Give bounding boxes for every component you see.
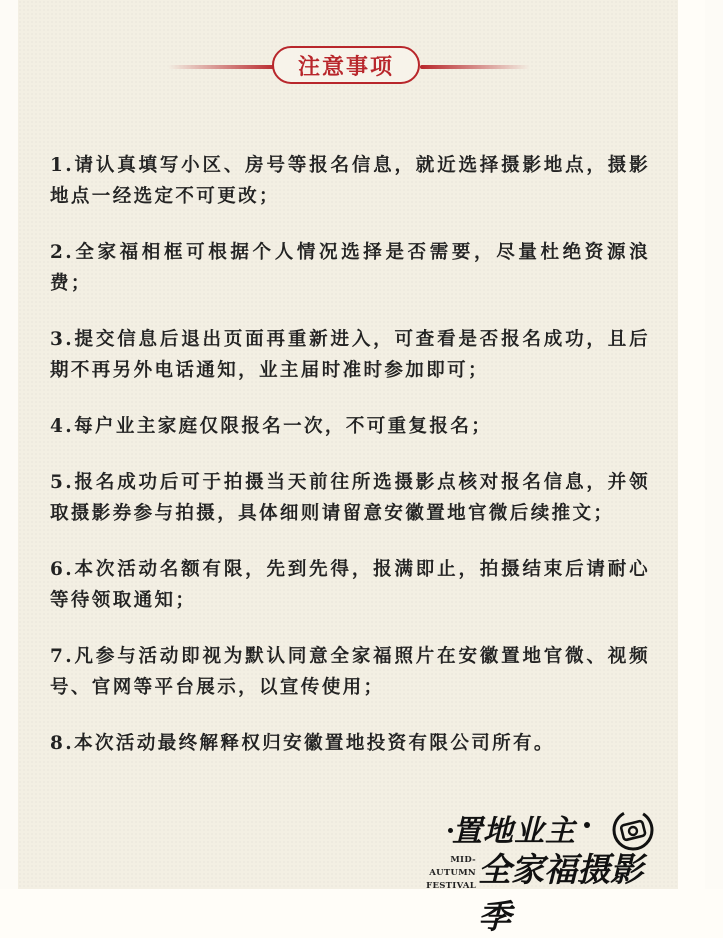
header-divider-left — [168, 65, 278, 69]
section-header — [18, 46, 678, 86]
notice-item-3: 3.提交信息后退出页面再重新进入，可查看是否报名成功，且后期不再另外电话通知，业主届时准时参加即可； — [50, 329, 650, 381]
notice-item-5: 5.报名成功后可于拍摄当天前往所选摄影点核对报名信息，并领取摄影券参与拍摄，具体细则请留意安徽置地官微后续推文； — [50, 472, 650, 524]
notice-item-1: 1.请认真填写小区、房号等报名信息，就近选择摄影地点，摄影地点一经选定不可更改； — [50, 155, 650, 207]
notice-list — [50, 150, 650, 784]
notice-item-8: 8.本次活动最终解释权归安徽置地投资有限公司所有。 — [50, 733, 555, 754]
frame-edge-right — [705, 0, 723, 889]
logo-title-line1: 置地业主 — [452, 814, 576, 849]
frame-edge-left — [0, 0, 18, 889]
logo-en-line2: FESTIVAL — [426, 881, 476, 891]
notice-item-4: 4.每户业主家庭仅限报名一次，不可重复报名； — [50, 416, 493, 437]
event-logo — [390, 800, 670, 936]
notice-paper — [18, 0, 678, 936]
page-title: 注意事项 — [272, 46, 420, 84]
notice-item-2: 2.全家福相框可根据个人情况选择是否需要，尽量杜绝资源浪费； — [50, 242, 650, 294]
logo-dot — [584, 822, 590, 828]
notice-item-7: 7.凡参与活动即视为默认同意全家福照片在安徽置地官微、视频号、官网等平台展示，以宣传使用； — [50, 646, 650, 698]
logo-en-line1: MID-AUTUMN — [429, 855, 476, 878]
header-divider-right — [420, 65, 530, 69]
logo-english-text — [410, 854, 476, 893]
logo-title-line2: 全家福摄影季 — [478, 850, 643, 936]
notice-item-6: 6.本次活动名额有限，先到先得，报满即止，拍摄结束后请耐心等待领取通知； — [50, 559, 650, 611]
